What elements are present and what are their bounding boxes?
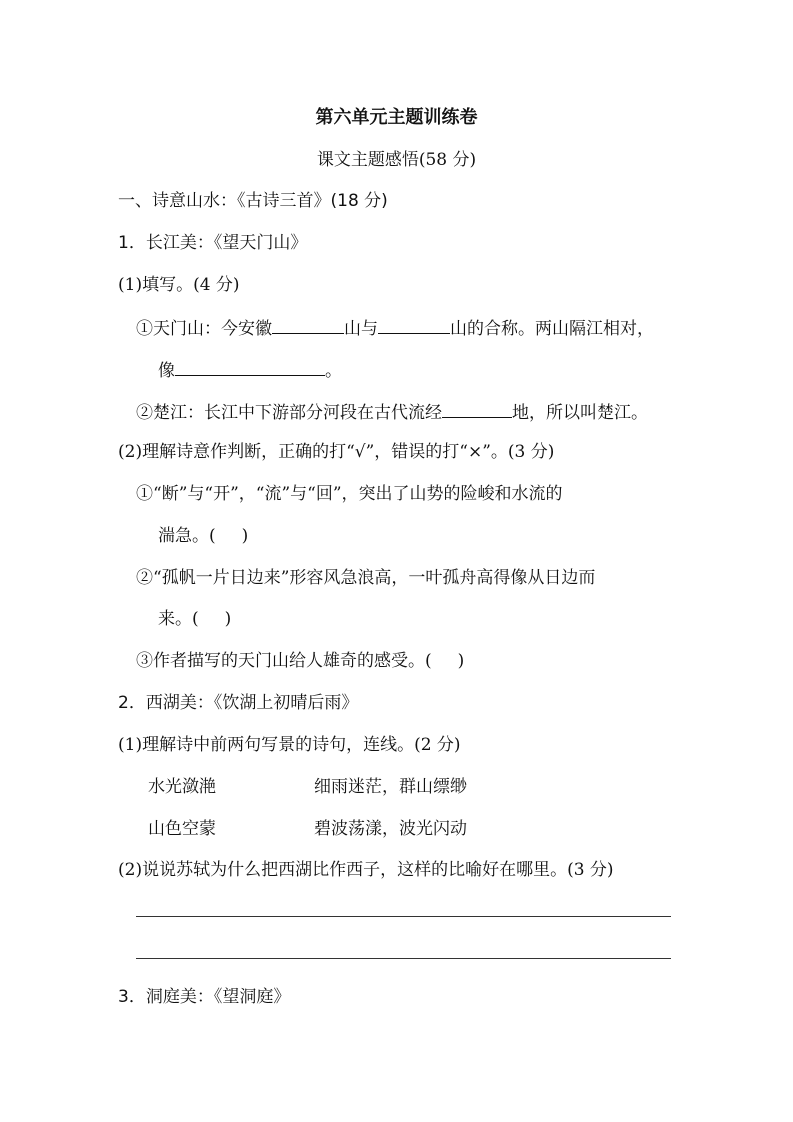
close-paren: ): [224, 609, 232, 629]
match-left-1[interactable]: 水光潋滟: [148, 777, 216, 797]
match-right-2[interactable]: 碧波荡漾，波光闪动: [314, 819, 467, 839]
close-paren: ): [241, 526, 249, 546]
item-text: ①天门山：今安徽: [136, 319, 272, 339]
item-text: ②楚江：长江中下游部分河段在古代流经: [136, 403, 442, 423]
fill-blank[interactable]: [442, 399, 512, 418]
q2-part2-label: (2)说说苏轼为什么把西湖比作西子，这样的比喻好在哪里。(3 分): [118, 860, 614, 880]
item-text: 湍急。(: [158, 526, 216, 546]
question-number: 2．: [118, 693, 146, 713]
close-paren: ): [457, 651, 465, 671]
q1-part1-item1-cont: [158, 357, 342, 383]
q1-part1-item2: [136, 399, 648, 425]
item-text: 地，所以叫楚江。: [512, 403, 648, 423]
q1-part2-label: (2)理解诗意作判断，正确的打“√”，错误的打“×”。(3 分): [118, 442, 555, 462]
item-text: 山与: [344, 319, 378, 339]
q1-part2-item2-cont: [158, 607, 231, 631]
q1-part2-item2: ②“孤帆一片日边来”形容风急浪高，一叶孤舟高得像从日边而: [136, 568, 596, 588]
item-text: 像: [158, 361, 175, 381]
item-text: ③作者描写的天门山给人雄奇的感受。(: [136, 651, 432, 671]
fill-blank[interactable]: [175, 357, 325, 376]
page-subtitle: 课文主题感悟(58 分): [316, 150, 477, 170]
q1-part1-item1: [136, 315, 654, 341]
answer-line[interactable]: [136, 916, 671, 917]
item-text: 。: [325, 361, 342, 381]
answer-line[interactable]: [136, 958, 671, 959]
question-number: 1．: [118, 233, 146, 253]
question-number: 3．: [118, 987, 146, 1007]
q2-part1-label: (1)理解诗中前两句写景的诗句，连线。(2 分): [118, 735, 461, 755]
fill-blank[interactable]: [378, 315, 450, 334]
section-heading: 一、诗意山水：《古诗三首》(18 分): [118, 191, 388, 211]
q1-part1-label: (1)填写。(4 分): [118, 275, 240, 295]
item-text: 山的合称。两山隔江相对，: [450, 319, 654, 339]
q1-part2-item1-cont: [158, 524, 248, 548]
fill-blank[interactable]: [272, 315, 344, 334]
question-title: 长江美：《望天门山》: [145, 233, 308, 253]
q1-part2-item3: [136, 649, 464, 673]
question-title: 洞庭美：《望洞庭》: [145, 987, 291, 1007]
page-title: 第六单元主题训练卷: [315, 107, 478, 128]
q1-part2-item1: ①“断”与“开”，“流”与“回”，突出了山势的险峻和水流的: [136, 484, 563, 504]
question-2-heading: [118, 691, 358, 715]
question-title: 西湖美：《饮湖上初晴后雨》: [145, 693, 359, 713]
item-text: 来。(: [158, 609, 199, 629]
match-right-1[interactable]: 细雨迷茫，群山缥缈: [314, 777, 467, 797]
question-1-heading: [118, 231, 307, 255]
question-3-heading: [118, 985, 290, 1009]
match-left-2[interactable]: 山色空蒙: [148, 819, 216, 839]
